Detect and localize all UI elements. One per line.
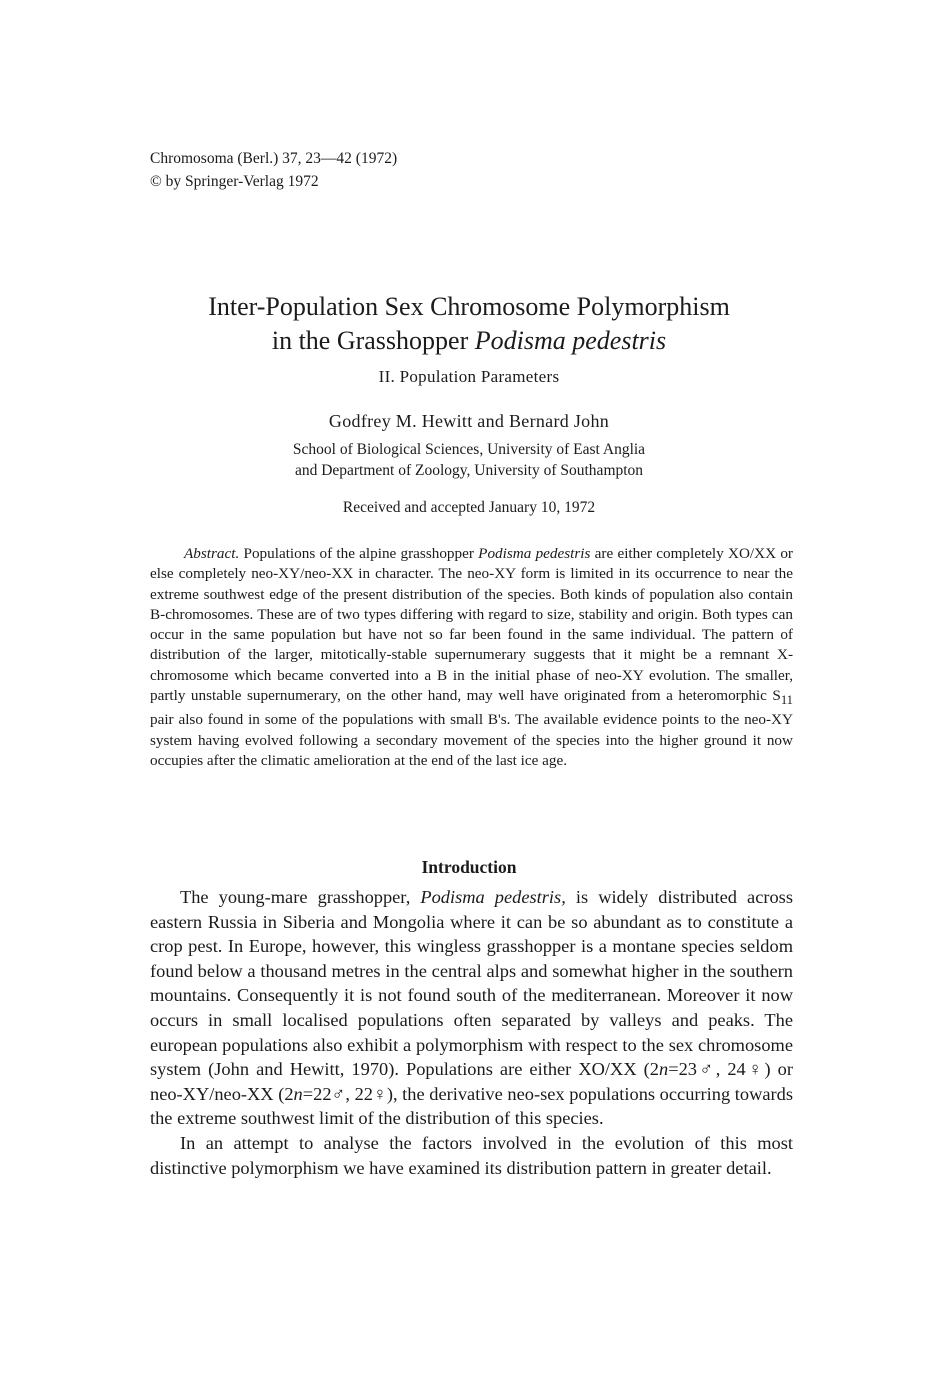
intro-paragraph-2: In an attempt to analyse the factors involved in the evolution of this most distinctive polymorphism we have examined its distribution pattern in greater detail.	[150, 1132, 793, 1178]
abstract-species: Podisma pedestris	[478, 545, 591, 562]
affiliation-line-1: School of Biological Sciences, University of East Anglia	[292, 441, 646, 458]
abstract-paragraph	[150, 544, 793, 771]
abstract	[150, 544, 793, 771]
intro-species: Podisma pedestris,	[420, 887, 566, 907]
received-date: Received and accepted January 10, 1972	[342, 499, 596, 516]
section-heading-introduction: Introduction	[421, 857, 517, 877]
copyright-line: © by Springer-Verlag 1972	[150, 173, 319, 190]
affiliations	[0, 439, 938, 481]
intro-text: =23♂, 24♀) or neo-XY/neo-XX (2	[150, 1059, 793, 1104]
intro-variable: n	[293, 1083, 303, 1104]
affiliation-line-2: and Department of Zoology, University of Southampton	[294, 462, 644, 479]
abstract-text: Populations of the alpine grasshopper	[239, 545, 479, 562]
title-species: Podisma pedestris	[474, 326, 667, 355]
journal-citation	[150, 147, 397, 193]
abstract-subscript: 11	[780, 693, 793, 708]
abstract-text: pair also found in some of the populations with small B's. The available evidence points to the neo-XY system having evolved following a secondary movement of the species into the higher ground it now occupies after the climatic amelioration at the end of the last ice age.	[150, 711, 793, 769]
intro-text: =22♂, 22♀), the derivative neo-sex populations occurring towards the extreme southwest limit of the distribution of this species.	[150, 1083, 793, 1129]
article-subtitle: II. Population Parameters	[378, 367, 560, 386]
authors: Godfrey M. Hewitt and Bernard John	[328, 411, 610, 431]
intro-paragraph-1	[150, 885, 793, 1131]
intro-text: The young-mare grasshopper,	[180, 887, 421, 907]
title-line-1: Inter-Population Sex Chromosome Polymorphism	[208, 292, 730, 321]
article-title	[0, 290, 938, 358]
title-line-2-prefix: in the Grasshopper	[271, 326, 475, 355]
abstract-text: are either completely XO/XX or else completely neo-XY/neo-XX in character. The neo-XY form is limited in its occurrence to near the extreme southwest edge of the present distribution of the species. Both kinds of population also contain B-chromosomes. These are of two types differing with regard to size, stability and origin. Both types can occur in the same population but have not so far been found in the same individual. The pattern of distribution of the larger, mitotically-stable supernumerary suggests that it might be a remnant X-chromosome which became converted into a B in the initial phase of neo-XY evolution. The smaller, partly unstable supernumerary, on the other hand, may well have originated from a heteromorphic S	[150, 545, 793, 705]
intro-text: is widely distributed across eastern Russia in Siberia and Mongolia where it can be so abundant as to constitute a crop pest. In Europe, however, this wingless grasshopper is a montane species seldom found below a thousand metres in the central alps and somewhat higher in the southern mountains. Consequently it is not found south of the mediterranean. Moreover it now occurs in small localised populations often separated by valleys and peaks. The european populations also exhibit a polymorphism with respect to the sex chromosome system (John and Hewitt, 1970). Populations are either XO/XX (2	[150, 887, 793, 1080]
journal-line: Chromosoma (Berl.) 37, 23—42 (1972)	[150, 150, 398, 167]
title-line-2	[0, 324, 938, 358]
introduction-body	[150, 885, 793, 1180]
intro-variable: n	[659, 1059, 669, 1080]
abstract-label: Abstract.	[184, 545, 240, 562]
